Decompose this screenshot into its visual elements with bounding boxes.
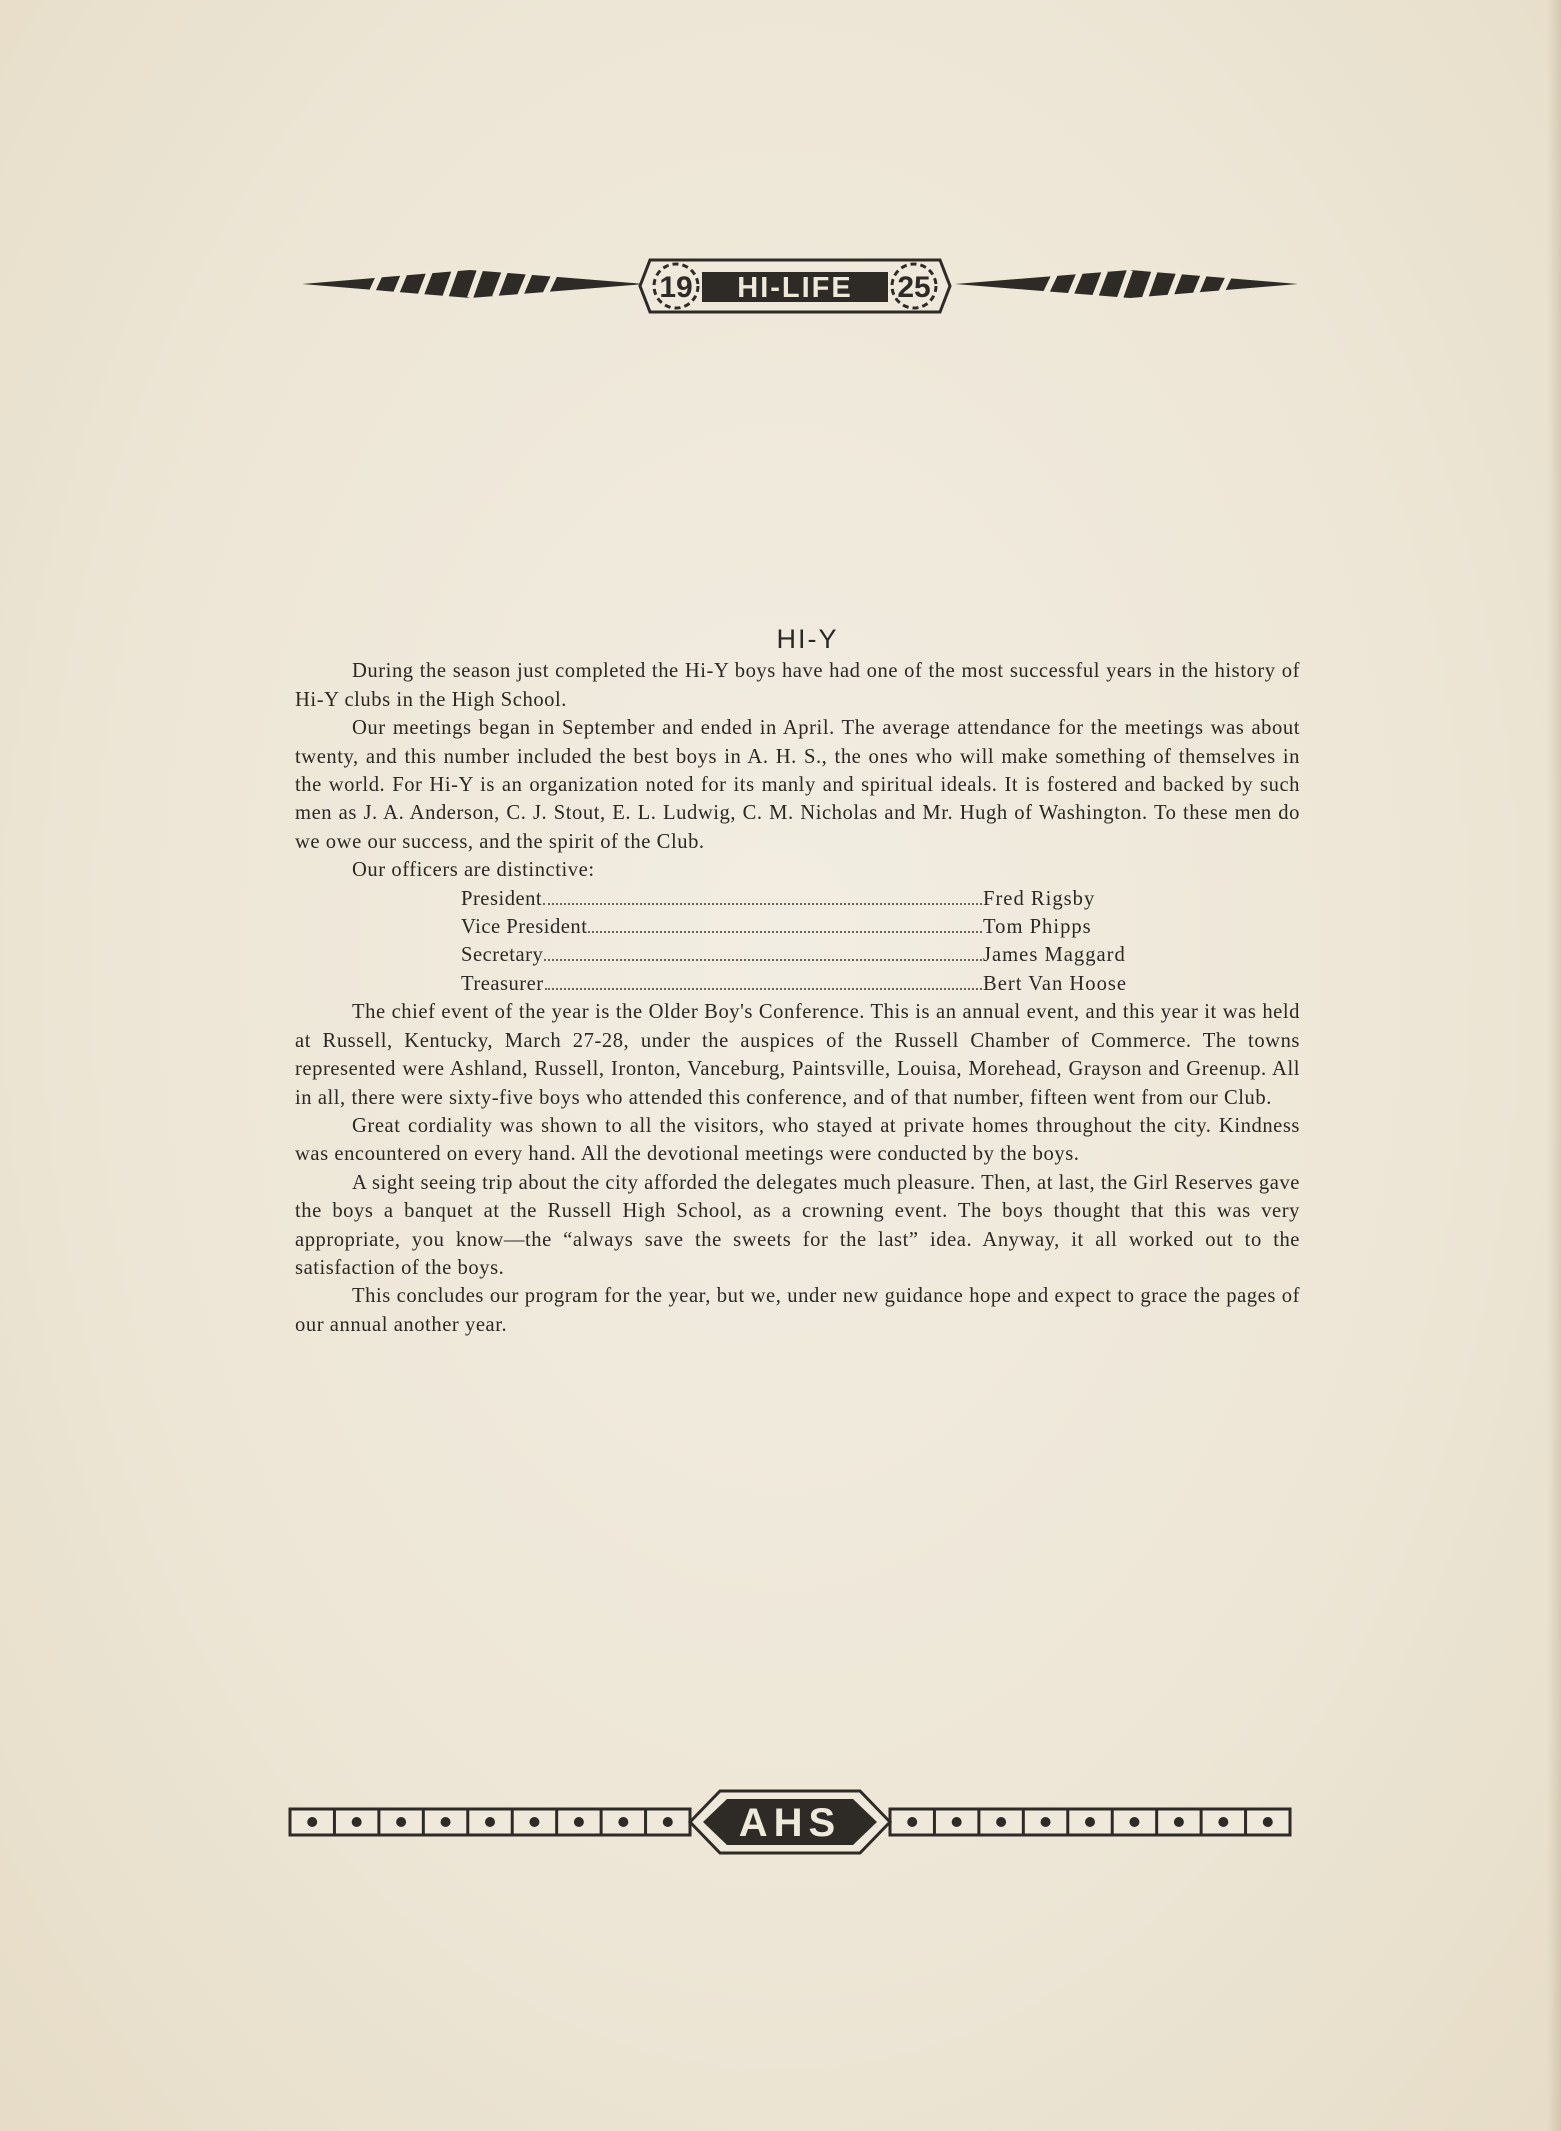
article-title: HI-Y [776, 624, 839, 654]
left-chain [290, 1809, 690, 1835]
officer-name: Bert Van Hoose [983, 972, 1128, 995]
footer-emblem: AHS [738, 1801, 842, 1845]
chain-dot [952, 1817, 962, 1827]
chain-dot [441, 1817, 451, 1827]
paragraph: This concludes our program for the year, but we, under new guidance hope and expect to grace the pages of our annual another year. [295, 1285, 1300, 1336]
paragraph: The chief event of the year is the Older Boy's Conference. This is an annual event, and this year it was held at Russell, Kentucky, March 27-28, under the auspices of the Russell Chamber of Commerce. The towns represented were Ashland, Russell, Ironton, Vanceburg, Paintsville, Louisa, Morehead, Grayson and Greenup. All in all, there were sixty-five boys who attended this conference, and of that number, fifteen went from our Club. [295, 1001, 1300, 1109]
officer-name: Fred Rigsby [983, 887, 1096, 910]
paragraph: Great cordiality was shown to all the visitors, who stayed at private homes throughout the city. Kindness was encountered on every hand. All the devotional meetings were conducted by the boys. [295, 1114, 1300, 1166]
chain-dot [1085, 1817, 1095, 1827]
officer-role: Secretary [461, 944, 544, 967]
header-ornament [300, 250, 1300, 330]
year-right: 25 [897, 271, 931, 304]
banner-title: HI-LIFE [737, 272, 853, 304]
officer-name: Tom Phipps [983, 916, 1092, 939]
officer-role: Vice President [461, 916, 588, 939]
paragraph: During the season just completed the Hi-Y boys have had one of the most successful years in the history of Hi-Y clubs in the High School. [295, 660, 1300, 711]
chain-dot [618, 1817, 628, 1827]
chain-dot [396, 1817, 406, 1827]
chain-dot [1174, 1817, 1184, 1827]
year-left: 19 [659, 271, 693, 304]
chain-dot [574, 1817, 584, 1827]
right-chain [890, 1809, 1290, 1835]
paragraph: Our officers are distinctive: [352, 859, 595, 882]
chain-dot [1041, 1817, 1051, 1827]
dot-leader [588, 931, 982, 933]
footer-ornament [285, 1775, 1295, 1870]
dot-leader [544, 959, 982, 961]
chain-dot [1263, 1817, 1273, 1827]
article [295, 625, 1300, 1339]
officer-row [461, 885, 1131, 913]
chain-dot [907, 1817, 917, 1827]
officer-row [461, 913, 1131, 941]
chain-dot [663, 1817, 673, 1827]
officer-name: James Maggard [983, 944, 1126, 967]
paragraph: Our meetings began in September and ended in April. The average attendance for the meetings was about twenty, and this number included the best boys in A. H. S., the ones who will make something of themselves in the world. For Hi-Y is an organization noted for its manly and spiritual ideals. It is fostered and backed by such men as J. A. Anderson, C. J. Stout, E. L. Ludwig, C. M. Nicholas and Mr. Hugh of Washington. To these men do we owe our success, and the spirit of the Club. [295, 717, 1300, 853]
officer-role: President [461, 887, 543, 910]
dot-leader [545, 988, 982, 990]
officer-row [461, 941, 1131, 969]
chain-dot [1129, 1817, 1139, 1827]
officers-list [461, 885, 1131, 999]
officer-role: Treasurer [461, 972, 544, 995]
chain-dot [996, 1817, 1006, 1827]
officer-row [461, 970, 1131, 998]
chain-dot [307, 1817, 317, 1827]
chain-dot [485, 1817, 495, 1827]
page-edge [1547, 0, 1561, 2131]
chain-dot [352, 1817, 362, 1827]
chain-dot [529, 1817, 539, 1827]
chain-dot [1218, 1817, 1228, 1827]
paragraph: A sight seeing trip about the city afforded the delegates much pleasure. Then, at last, the Girl Reserves gave the boys a banquet at the Russell High School, as a crowning event. The boys thought that this was very appropriate, you know—the “always save the sweets for the last” idea. Anyway, it all worked out to the satisfaction of the boys. [295, 1171, 1300, 1279]
dot-leader [543, 903, 982, 905]
